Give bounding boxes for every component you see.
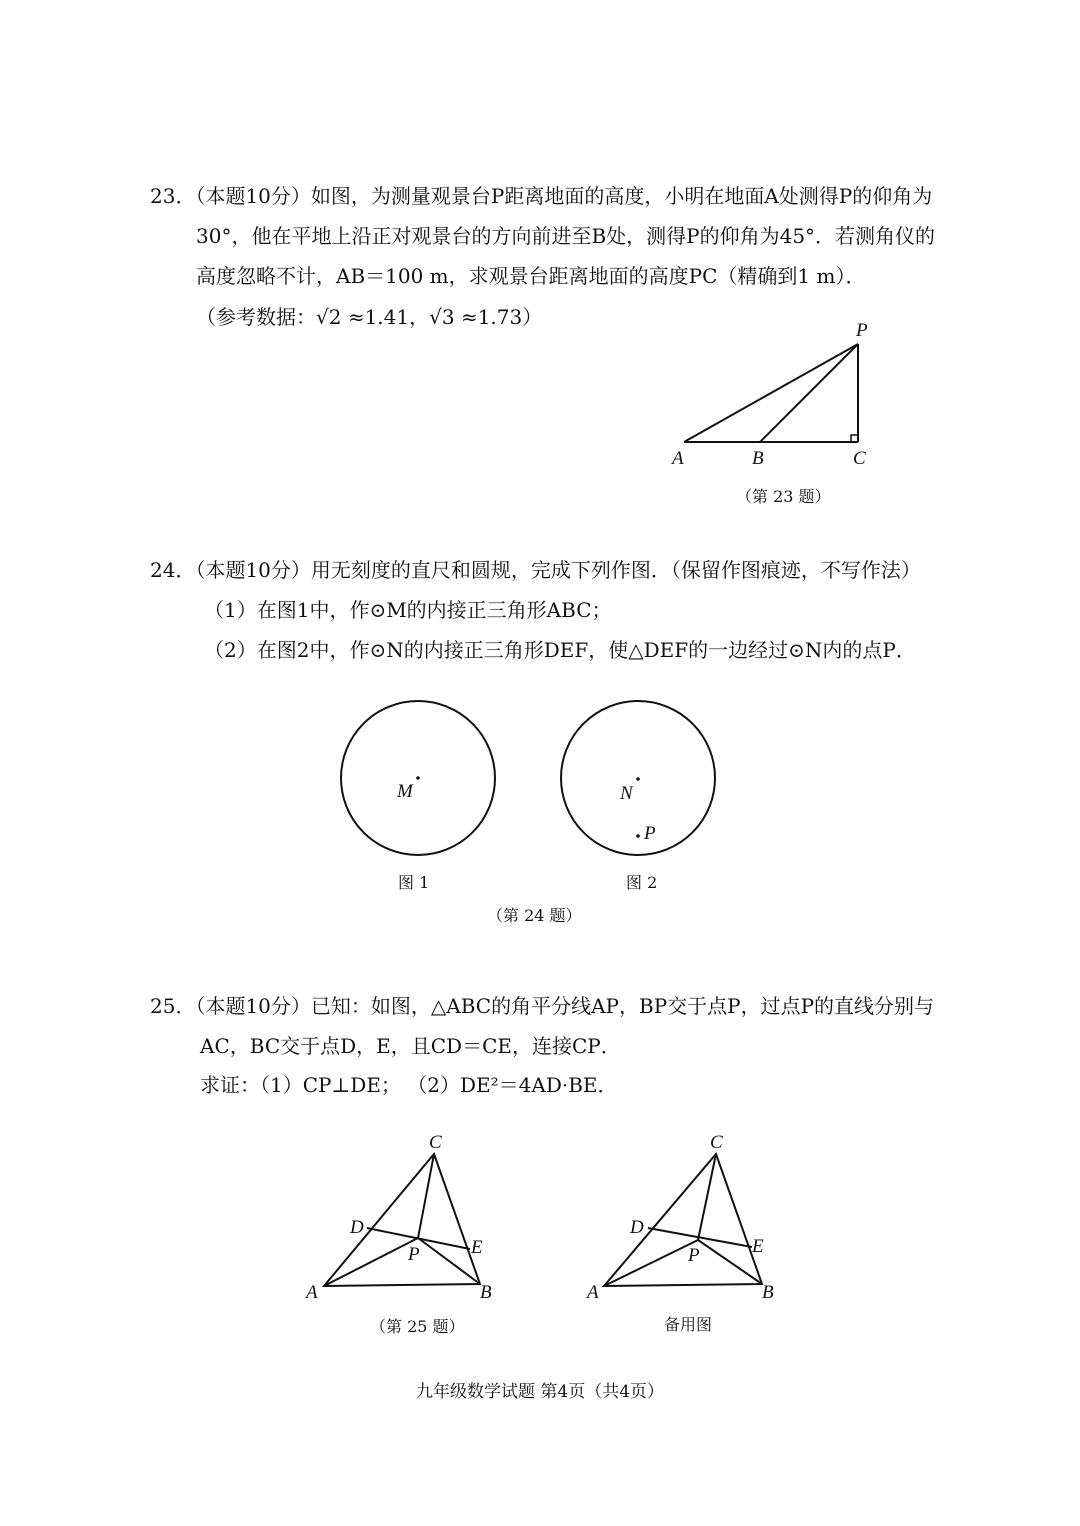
q23-line1: 23．（本题10分）如图，为测量观景台P距离地面的高度，小明在地面A处测得P的仰角为 <box>150 184 933 208</box>
alt-label-c: C <box>710 1132 723 1153</box>
q23-line4: （参考数据：√2 ≈1.41，√3 ≈1.73） <box>196 305 543 329</box>
q25-alt-caption: 备用图 <box>664 1315 713 1334</box>
center-n-dot <box>636 777 640 781</box>
point-p-dot <box>636 834 640 838</box>
q25-label-a: A <box>306 1282 318 1303</box>
q24-caption: （第 24 题） <box>487 906 582 925</box>
q25-label-p: P <box>408 1244 420 1265</box>
q24-line2: （1）在图1中，作⊙M的内接正三角形ABC； <box>204 598 612 622</box>
q24-fig1-caption: 图 1 <box>398 873 430 892</box>
q25-label-c: C <box>429 1132 442 1153</box>
q25-label-d: D <box>350 1217 364 1238</box>
q23-label-c: C <box>853 448 866 469</box>
label-n: N <box>620 783 633 804</box>
q24-line3: （2）在图2中，作⊙N的内接正三角形DEF，使△DEF的一边经过⊙N内的点P． <box>204 638 916 662</box>
q25-label-e: E <box>471 1237 483 1258</box>
q25-figure <box>300 1130 520 1310</box>
alt-label-a: A <box>587 1282 599 1303</box>
q23-segment-ap <box>684 344 858 442</box>
q23-label-a: A <box>672 448 684 469</box>
alt-label-p: P <box>688 1245 700 1266</box>
alt-label-e: E <box>752 1236 764 1257</box>
q24-line1: 24．（本题10分）用无刻度的直尺和圆规，完成下列作图．（保留作图痕迹，不写作法） <box>150 558 921 582</box>
q23-segment-bp <box>760 344 858 442</box>
q23-label-b: B <box>752 448 764 469</box>
alt-label-b: B <box>762 1282 774 1303</box>
label-p: P <box>644 823 656 844</box>
q24-figure-2 <box>553 693 723 863</box>
q25-caption: （第 25 题） <box>370 1317 465 1336</box>
alt-label-d: D <box>630 1217 644 1238</box>
q23-label-p: P <box>856 320 868 341</box>
q25-line2: AC，BC交于点D，E，且CD＝CE，连接CP． <box>200 1034 621 1058</box>
q25-line1: 25．（本题10分）已知：如图，△ABC的角平分线AP，BP交于点P，过点P的直线分别与 <box>150 994 935 1018</box>
segment-ap <box>324 1238 418 1286</box>
q23-line2: 30°，他在平地上沿正对观景台的方向前进至B处，测得P的仰角为45°．若测角仪的 <box>196 224 936 248</box>
label-m: M <box>397 781 413 802</box>
q23-caption: （第 23 题） <box>736 487 831 506</box>
q25-label-b: B <box>480 1282 492 1303</box>
q23-right-angle-mark <box>851 435 858 442</box>
q24-fig2-caption: 图 2 <box>626 873 658 892</box>
q23-figure <box>660 320 880 470</box>
page-footer: 九年级数学试题 第4页（共4页） <box>415 1382 665 1402</box>
alt-segment-cp <box>698 1154 716 1240</box>
alt-triangle-abc <box>604 1154 762 1286</box>
q24-figure-1 <box>333 693 503 863</box>
alt-segment-ap <box>604 1240 698 1286</box>
q25-alt-figure <box>582 1130 802 1310</box>
segment-cp <box>418 1154 434 1238</box>
q25-line3: 求证：（1）CP⊥DE； （2）DE²＝4AD·BE． <box>200 1073 618 1097</box>
center-m-dot <box>416 776 420 780</box>
q23-line3: 高度忽略不计，AB＝100 m，求观景台距离地面的高度PC（精确到1 m）． <box>196 264 866 288</box>
